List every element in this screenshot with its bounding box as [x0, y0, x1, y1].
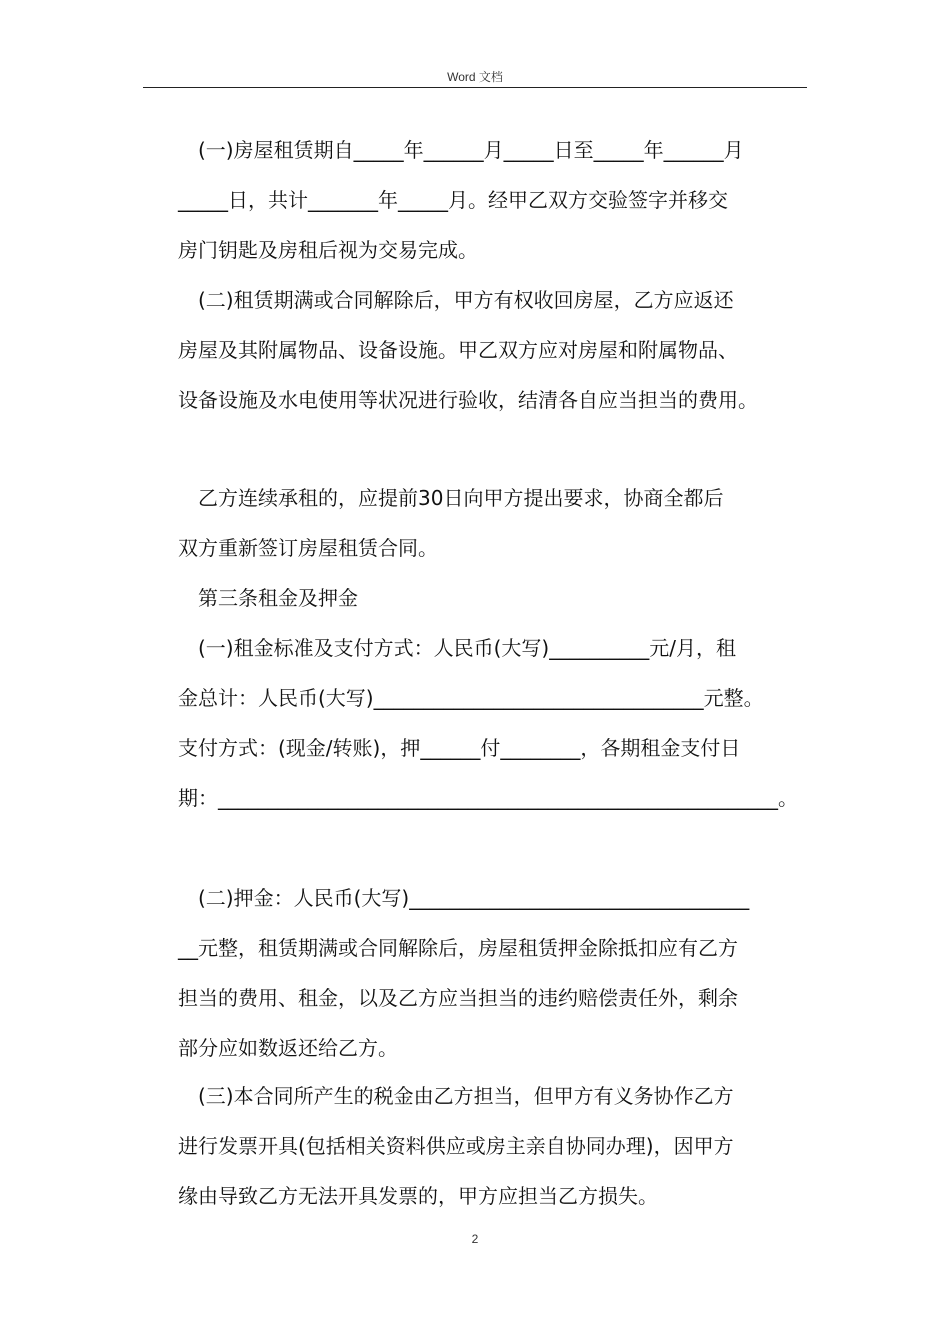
paragraph-line: 缘由导致乙方无法开具发票的，甲方应担当乙方损失。: [178, 1184, 658, 1208]
paragraph-line: 担当的费用、租金，以及乙方应当担当的违约赔偿责任外，剩余: [178, 986, 738, 1010]
paragraph-line: 乙方连续承租的，应提前30日向甲方提出要求，协商全都后: [198, 486, 724, 510]
paragraph-line: 设备设施及水电使用等状况进行验收，结清各自应当担当的费用。: [178, 388, 758, 412]
paragraph-line: (一)租金标准及支付方式：人民币(大写)__________元/月，租: [198, 636, 736, 660]
paragraph-line: 双方重新签订房屋租赁合同。: [178, 536, 438, 560]
paragraph-line: 金总计：人民币(大写)_________________________________元整。: [178, 686, 764, 710]
paragraph-line: 支付方式：(现金/转账)，押______付________，各期租金支付日: [178, 736, 741, 760]
paragraph-line: (二)押金：人民币(大写)__________________________________: [198, 886, 750, 910]
paragraph-line: _____日，共计_______年_____月。经甲乙双方交验签字并移交: [178, 188, 728, 212]
paragraph-line: 进行发票开具(包括相关资料供应或房主亲自协同办理)，因甲方: [178, 1134, 734, 1158]
paragraph-line: (三)本合同所产生的税金由乙方担当，但甲方有义务协作乙方: [198, 1084, 734, 1108]
section-heading: 第三条租金及押金: [198, 586, 358, 610]
paragraph-line: 部分应如数返还给乙方。: [178, 1036, 398, 1060]
paragraph-line: __元整，租赁期满或合同解除后，房屋租赁押金除抵扣应有乙方: [178, 936, 738, 960]
paragraph-line: (二)租赁期满或合同解除后，甲方有权收回房屋，乙方应返还: [198, 288, 734, 312]
header-rule: [143, 87, 807, 88]
paragraph-line: 期：________________________________________________________。: [178, 786, 798, 810]
paragraph-line: 房门钥匙及房租后视为交易完成。: [178, 238, 478, 262]
paragraph-line: 房屋及其附属物品、设备设施。甲乙双方应对房屋和附属物品、: [178, 338, 738, 362]
page-header: Word 文档: [447, 70, 503, 84]
page-number: 2: [471, 1232, 479, 1246]
paragraph-line: (一)房屋租赁期自_____年______月_____日至_____年______月: [198, 138, 744, 162]
